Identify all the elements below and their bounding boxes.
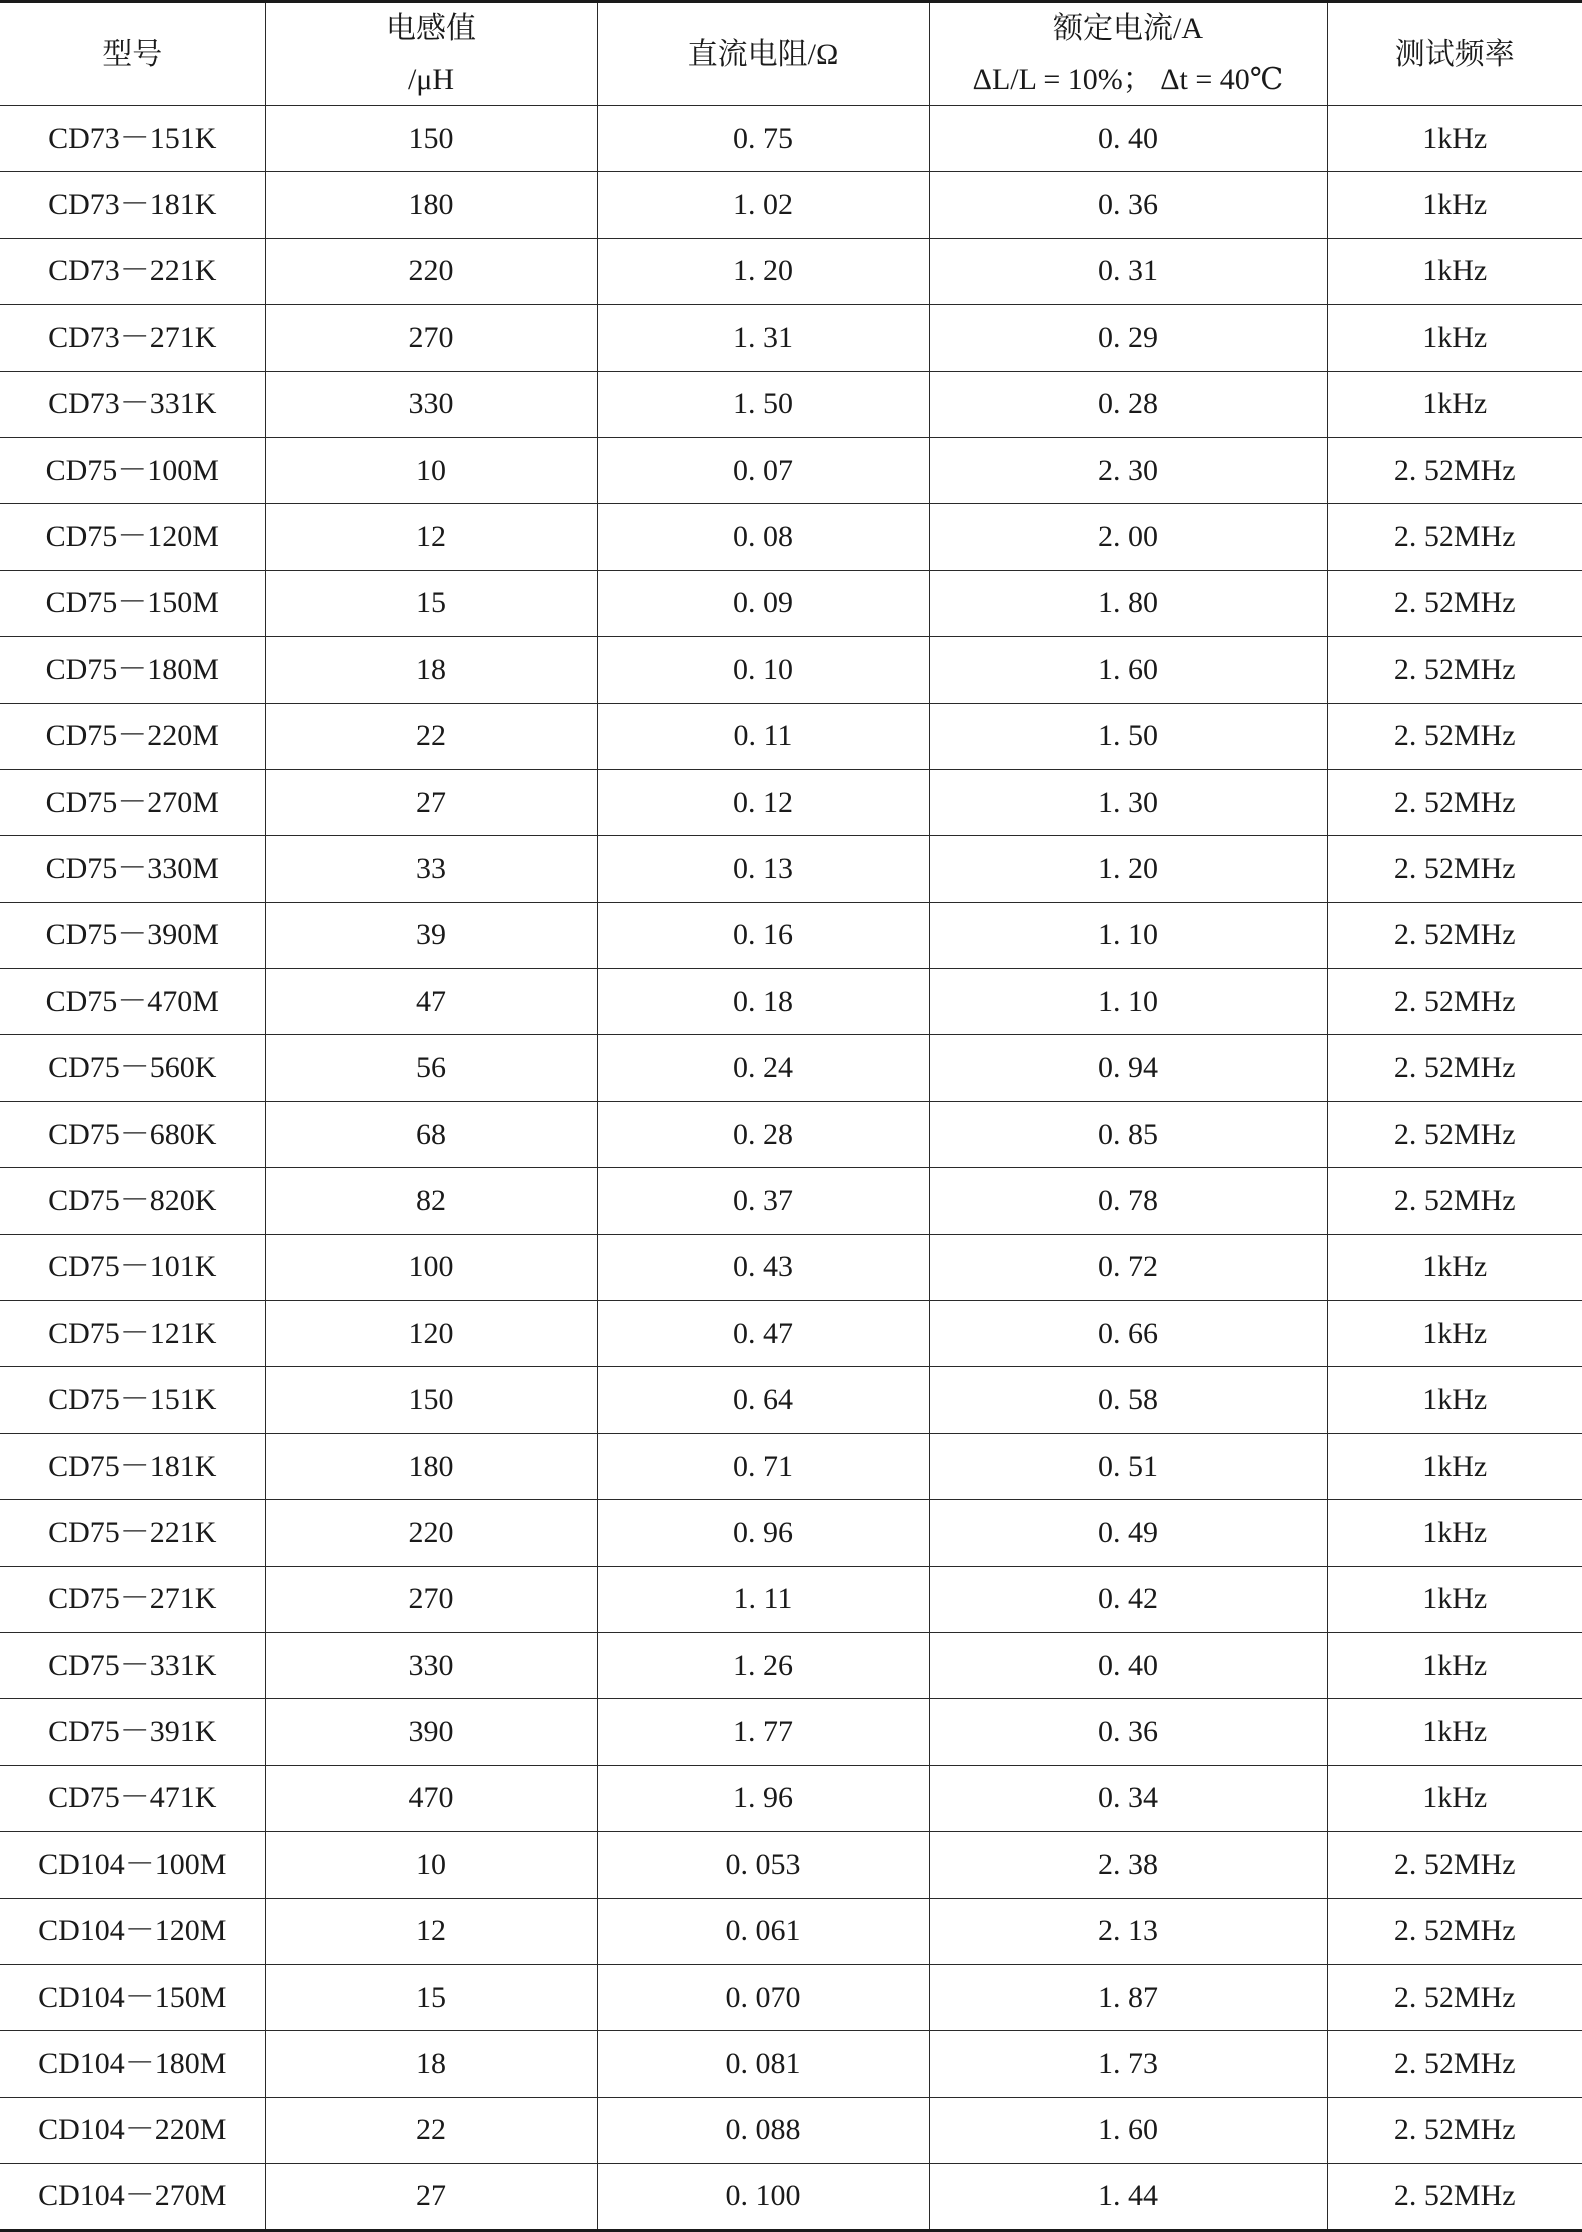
cell-rated-current: 2. 38 xyxy=(929,1832,1327,1898)
cell-model: CD75－270M xyxy=(0,769,265,835)
cell-rated-current: 1. 10 xyxy=(929,969,1327,1035)
cell-test-frequency: 2. 52MHz xyxy=(1327,902,1582,968)
cell-inductance: 470 xyxy=(265,1765,597,1831)
cell-inductance: 56 xyxy=(265,1035,597,1101)
cell-dc-resistance: 0. 07 xyxy=(597,437,929,503)
cell-rated-current: 0. 36 xyxy=(929,172,1327,238)
cell-inductance: 82 xyxy=(265,1168,597,1234)
cell-test-frequency: 2. 52MHz xyxy=(1327,1898,1582,1964)
table-row xyxy=(0,703,1582,769)
cell-rated-current: 2. 13 xyxy=(929,1898,1327,1964)
cell-rated-current: 1. 73 xyxy=(929,2031,1327,2097)
cell-model: CD104－120M xyxy=(0,1898,265,1964)
cell-model: CD75－391K xyxy=(0,1699,265,1765)
table-row xyxy=(0,1832,1582,1898)
cell-inductance: 12 xyxy=(265,504,597,570)
cell-rated-current: 0. 94 xyxy=(929,1035,1327,1101)
cell-dc-resistance: 0. 070 xyxy=(597,1964,929,2030)
cell-test-frequency: 2. 52MHz xyxy=(1327,836,1582,902)
cell-inductance: 180 xyxy=(265,172,597,238)
cell-inductance: 15 xyxy=(265,570,597,636)
cell-test-frequency: 2. 52MHz xyxy=(1327,2097,1582,2163)
cell-inductance: 27 xyxy=(265,769,597,835)
cell-inductance: 270 xyxy=(265,305,597,371)
cell-model: CD75－220M xyxy=(0,703,265,769)
cell-dc-resistance: 0. 081 xyxy=(597,2031,929,2097)
cell-rated-current: 1. 60 xyxy=(929,2097,1327,2163)
cell-model: CD75－181K xyxy=(0,1433,265,1499)
cell-rated-current: 2. 00 xyxy=(929,504,1327,570)
table-row xyxy=(0,1101,1582,1167)
table-header xyxy=(0,2,1582,106)
cell-test-frequency: 1kHz xyxy=(1327,371,1582,437)
table-row xyxy=(0,1035,1582,1101)
cell-model: CD75－120M xyxy=(0,504,265,570)
cell-inductance: 150 xyxy=(265,106,597,172)
cell-rated-current: 1. 87 xyxy=(929,1964,1327,2030)
cell-test-frequency: 1kHz xyxy=(1327,1433,1582,1499)
cell-dc-resistance: 0. 16 xyxy=(597,902,929,968)
cell-dc-resistance: 0. 75 xyxy=(597,106,929,172)
cell-rated-current: 1. 80 xyxy=(929,570,1327,636)
cell-rated-current: 1. 50 xyxy=(929,703,1327,769)
cell-dc-resistance: 1. 50 xyxy=(597,371,929,437)
table-row xyxy=(0,570,1582,636)
cell-model: CD75－100M xyxy=(0,437,265,503)
cell-dc-resistance: 0. 47 xyxy=(597,1301,929,1367)
cell-dc-resistance: 0. 061 xyxy=(597,1898,929,1964)
cell-test-frequency: 1kHz xyxy=(1327,1500,1582,1566)
table-row xyxy=(0,637,1582,703)
header-dc-resistance: 直流电阻/Ω xyxy=(597,2,929,106)
table-row xyxy=(0,106,1582,172)
table-row xyxy=(0,305,1582,371)
cell-test-frequency: 2. 52MHz xyxy=(1327,703,1582,769)
cell-dc-resistance: 1. 31 xyxy=(597,305,929,371)
cell-test-frequency: 1kHz xyxy=(1327,172,1582,238)
cell-inductance: 270 xyxy=(265,1566,597,1632)
cell-inductance: 330 xyxy=(265,371,597,437)
cell-test-frequency: 1kHz xyxy=(1327,1699,1582,1765)
cell-model: CD75－560K xyxy=(0,1035,265,1101)
table-body xyxy=(0,106,1582,2231)
cell-inductance: 68 xyxy=(265,1101,597,1167)
cell-dc-resistance: 1. 96 xyxy=(597,1765,929,1831)
cell-dc-resistance: 0. 09 xyxy=(597,570,929,636)
header-rated-current-condition: ΔL/L = 10%； Δt = 40℃ xyxy=(972,63,1284,96)
cell-dc-resistance: 0. 10 xyxy=(597,637,929,703)
cell-test-frequency: 2. 52MHz xyxy=(1327,769,1582,835)
cell-test-frequency: 2. 52MHz xyxy=(1327,2031,1582,2097)
cell-model: CD75－680K xyxy=(0,1101,265,1167)
table-row xyxy=(0,902,1582,968)
table-row xyxy=(0,1632,1582,1698)
cell-model: CD75－820K xyxy=(0,1168,265,1234)
cell-dc-resistance: 1. 20 xyxy=(597,238,929,304)
cell-model: CD73－151K xyxy=(0,106,265,172)
table-row xyxy=(0,969,1582,1035)
cell-inductance: 120 xyxy=(265,1301,597,1367)
cell-inductance: 220 xyxy=(265,1500,597,1566)
cell-model: CD73－221K xyxy=(0,238,265,304)
header-test-frequency: 测试频率 xyxy=(1327,2,1582,106)
cell-inductance: 150 xyxy=(265,1367,597,1433)
cell-dc-resistance: 1. 11 xyxy=(597,1566,929,1632)
cell-rated-current: 1. 60 xyxy=(929,637,1327,703)
cell-test-frequency: 1kHz xyxy=(1327,1234,1582,1300)
cell-inductance: 18 xyxy=(265,2031,597,2097)
cell-rated-current: 0. 51 xyxy=(929,1433,1327,1499)
cell-rated-current: 0. 36 xyxy=(929,1699,1327,1765)
header-inductance-unit: /μH xyxy=(407,63,455,96)
cell-model: CD104－100M xyxy=(0,1832,265,1898)
cell-test-frequency: 2. 52MHz xyxy=(1327,969,1582,1035)
cell-test-frequency: 2. 52MHz xyxy=(1327,1964,1582,2030)
cell-test-frequency: 2. 52MHz xyxy=(1327,1101,1582,1167)
table-row xyxy=(0,504,1582,570)
cell-dc-resistance: 0. 100 xyxy=(597,2164,929,2230)
table-row xyxy=(0,1500,1582,1566)
cell-rated-current: 0. 49 xyxy=(929,1500,1327,1566)
table-row xyxy=(0,1301,1582,1367)
table-row xyxy=(0,437,1582,503)
cell-dc-resistance: 0. 64 xyxy=(597,1367,929,1433)
cell-rated-current: 0. 42 xyxy=(929,1566,1327,1632)
cell-rated-current: 0. 40 xyxy=(929,1632,1327,1698)
cell-test-frequency: 1kHz xyxy=(1327,1632,1582,1698)
cell-model: CD104－180M xyxy=(0,2031,265,2097)
cell-model: CD75－151K xyxy=(0,1367,265,1433)
cell-model: CD75－471K xyxy=(0,1765,265,1831)
header-row xyxy=(0,2,1582,106)
cell-dc-resistance: 0. 053 xyxy=(597,1832,929,1898)
table-row xyxy=(0,1168,1582,1234)
cell-dc-resistance: 1. 26 xyxy=(597,1632,929,1698)
cell-inductance: 10 xyxy=(265,1832,597,1898)
table-row xyxy=(0,371,1582,437)
cell-test-frequency: 1kHz xyxy=(1327,1566,1582,1632)
cell-rated-current: 0. 66 xyxy=(929,1301,1327,1367)
cell-inductance: 18 xyxy=(265,637,597,703)
cell-test-frequency: 1kHz xyxy=(1327,1765,1582,1831)
cell-dc-resistance: 0. 08 xyxy=(597,504,929,570)
cell-rated-current: 0. 58 xyxy=(929,1367,1327,1433)
table-row xyxy=(0,1566,1582,1632)
cell-inductance: 33 xyxy=(265,836,597,902)
cell-dc-resistance: 1. 77 xyxy=(597,1699,929,1765)
cell-dc-resistance: 1. 02 xyxy=(597,172,929,238)
cell-test-frequency: 2. 52MHz xyxy=(1327,570,1582,636)
cell-model: CD75－121K xyxy=(0,1301,265,1367)
cell-inductance: 220 xyxy=(265,238,597,304)
header-model: 型号 xyxy=(0,2,265,106)
cell-rated-current: 0. 29 xyxy=(929,305,1327,371)
cell-rated-current: 0. 72 xyxy=(929,1234,1327,1300)
cell-test-frequency: 1kHz xyxy=(1327,1367,1582,1433)
cell-dc-resistance: 0. 43 xyxy=(597,1234,929,1300)
cell-dc-resistance: 0. 13 xyxy=(597,836,929,902)
cell-inductance: 100 xyxy=(265,1234,597,1300)
cell-inductance: 27 xyxy=(265,2164,597,2230)
cell-rated-current: 0. 40 xyxy=(929,106,1327,172)
header-inductance xyxy=(265,2,597,106)
table-row xyxy=(0,1433,1582,1499)
cell-test-frequency: 1kHz xyxy=(1327,238,1582,304)
cell-dc-resistance: 0. 18 xyxy=(597,969,929,1035)
cell-model: CD104－270M xyxy=(0,2164,265,2230)
cell-model: CD75－330M xyxy=(0,836,265,902)
cell-inductance: 330 xyxy=(265,1632,597,1698)
cell-rated-current: 0. 31 xyxy=(929,238,1327,304)
cell-test-frequency: 1kHz xyxy=(1327,106,1582,172)
cell-dc-resistance: 0. 96 xyxy=(597,1500,929,1566)
header-rated-current xyxy=(929,2,1327,106)
cell-inductance: 180 xyxy=(265,1433,597,1499)
cell-rated-current: 1. 30 xyxy=(929,769,1327,835)
table-row xyxy=(0,1234,1582,1300)
cell-dc-resistance: 0. 37 xyxy=(597,1168,929,1234)
cell-rated-current: 0. 85 xyxy=(929,1101,1327,1167)
cell-model: CD75－331K xyxy=(0,1632,265,1698)
table-row xyxy=(0,1699,1582,1765)
cell-test-frequency: 2. 52MHz xyxy=(1327,1035,1582,1101)
cell-model: CD104－220M xyxy=(0,2097,265,2163)
cell-model: CD73－181K xyxy=(0,172,265,238)
cell-dc-resistance: 0. 12 xyxy=(597,769,929,835)
cell-model: CD75－150M xyxy=(0,570,265,636)
cell-rated-current: 1. 44 xyxy=(929,2164,1327,2230)
cell-dc-resistance: 0. 71 xyxy=(597,1433,929,1499)
cell-inductance: 22 xyxy=(265,2097,597,2163)
cell-test-frequency: 2. 52MHz xyxy=(1327,1832,1582,1898)
cell-rated-current: 1. 10 xyxy=(929,902,1327,968)
cell-model: CD75－221K xyxy=(0,1500,265,1566)
cell-inductance: 12 xyxy=(265,1898,597,1964)
table-row xyxy=(0,836,1582,902)
cell-model: CD104－150M xyxy=(0,1964,265,2030)
cell-inductance: 10 xyxy=(265,437,597,503)
cell-model: CD75－390M xyxy=(0,902,265,968)
cell-rated-current: 0. 28 xyxy=(929,371,1327,437)
cell-inductance: 22 xyxy=(265,703,597,769)
cell-rated-current: 2. 30 xyxy=(929,437,1327,503)
cell-dc-resistance: 0. 11 xyxy=(597,703,929,769)
cell-test-frequency: 2. 52MHz xyxy=(1327,2164,1582,2230)
table-row xyxy=(0,769,1582,835)
table-row xyxy=(0,2031,1582,2097)
table-row xyxy=(0,1898,1582,1964)
cell-rated-current: 0. 78 xyxy=(929,1168,1327,1234)
cell-inductance: 390 xyxy=(265,1699,597,1765)
header-inductance-label: 电感值 xyxy=(386,12,476,45)
table-row xyxy=(0,2164,1582,2230)
cell-test-frequency: 2. 52MHz xyxy=(1327,637,1582,703)
table-row xyxy=(0,1964,1582,2030)
cell-test-frequency: 2. 52MHz xyxy=(1327,504,1582,570)
cell-model: CD75－271K xyxy=(0,1566,265,1632)
cell-model: CD75－470M xyxy=(0,969,265,1035)
cell-rated-current: 0. 34 xyxy=(929,1765,1327,1831)
cell-dc-resistance: 0. 088 xyxy=(597,2097,929,2163)
cell-model: CD73－331K xyxy=(0,371,265,437)
cell-model: CD73－271K xyxy=(0,305,265,371)
cell-model: CD75－180M xyxy=(0,637,265,703)
cell-dc-resistance: 0. 28 xyxy=(597,1101,929,1167)
table-row xyxy=(0,1765,1582,1831)
cell-rated-current: 1. 20 xyxy=(929,836,1327,902)
cell-test-frequency: 1kHz xyxy=(1327,305,1582,371)
cell-dc-resistance: 0. 24 xyxy=(597,1035,929,1101)
cell-test-frequency: 2. 52MHz xyxy=(1327,1168,1582,1234)
cell-test-frequency: 1kHz xyxy=(1327,1301,1582,1367)
cell-inductance: 15 xyxy=(265,1964,597,2030)
table-row xyxy=(0,2097,1582,2163)
cell-test-frequency: 2. 52MHz xyxy=(1327,437,1582,503)
cell-inductance: 47 xyxy=(265,969,597,1035)
table-row xyxy=(0,238,1582,304)
table-row xyxy=(0,1367,1582,1433)
cell-model: CD75－101K xyxy=(0,1234,265,1300)
table-row xyxy=(0,172,1582,238)
cell-inductance: 39 xyxy=(265,902,597,968)
header-rated-current-label: 额定电流/A xyxy=(1053,12,1203,45)
